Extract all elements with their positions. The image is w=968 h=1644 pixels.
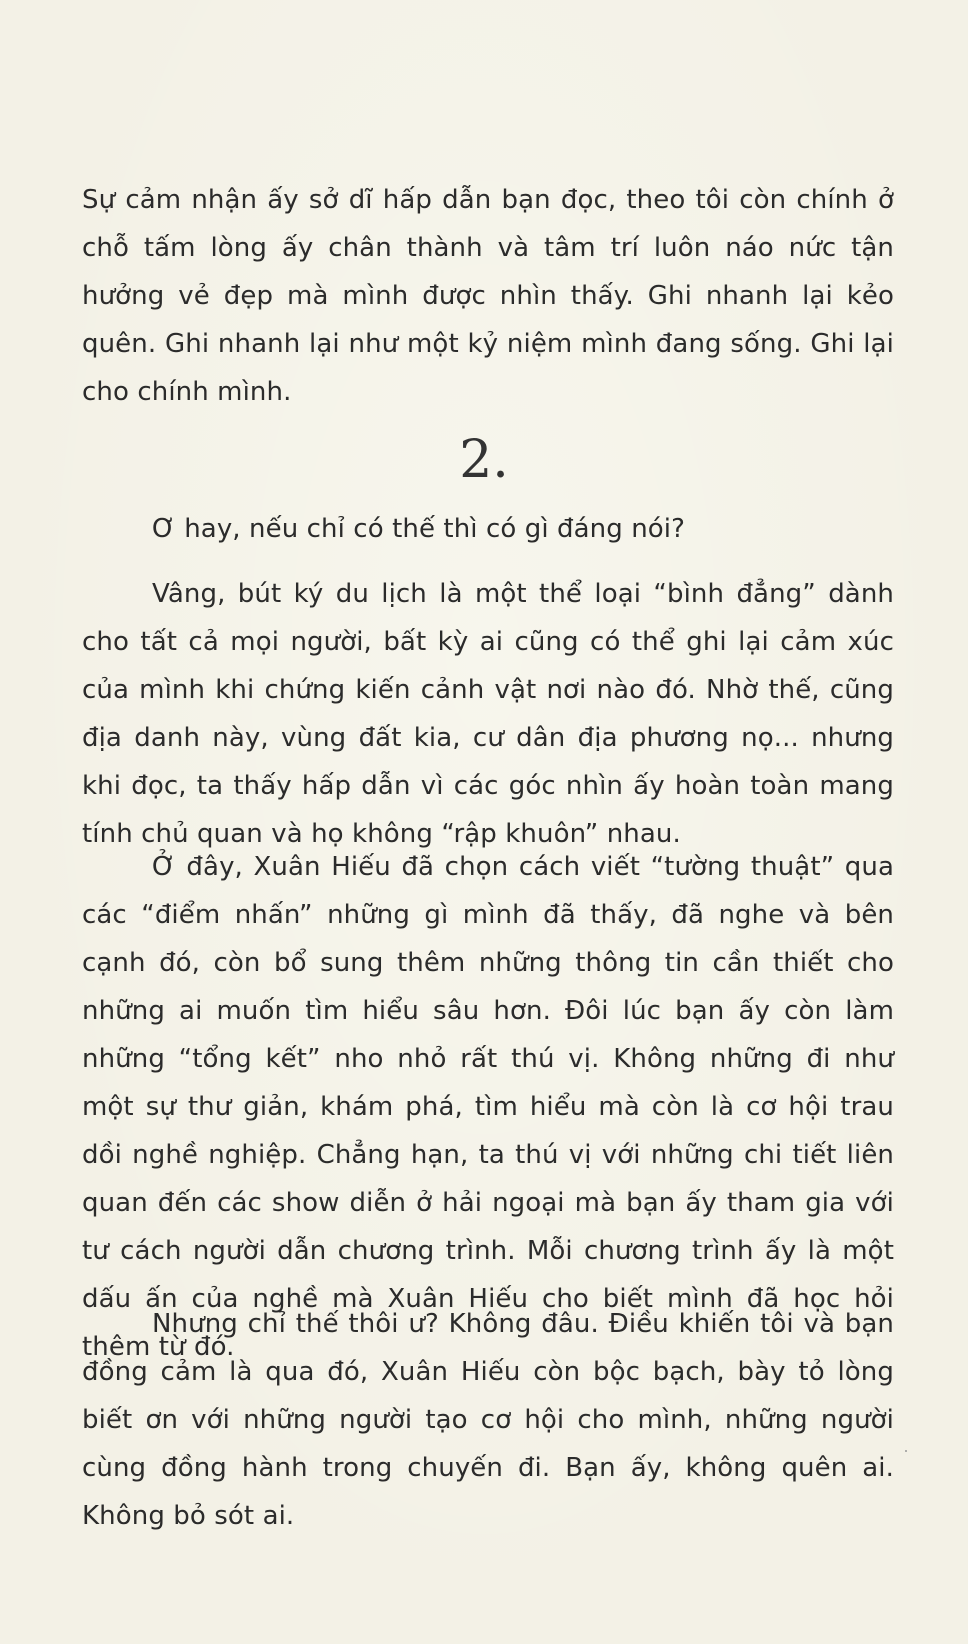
paragraph-intro: Sự cảm nhận ấy sở dĩ hấp dẫn bạn đọc, theo tôi còn chính ở chỗ tấm lòng ấy chân thành và tâm trí luôn náo nức tận hưởng vẻ đẹp mà mình được nhìn thấy. Ghi nhanh lại kẻo quên. Ghi nhanh lại như một kỷ niệm mình đang sống. Ghi lại cho chính mình. (82, 185, 894, 407)
paper-speck (905, 1450, 907, 1452)
paragraph-travel-writing: Vâng, bút ký du lịch là một thể loại “bình đẳng” dành cho tất cả mọi người, bất kỳ ai cũng có thể ghi lại cảm xúc của mình khi chứng kiến cảnh vật nơi nào đó. Nhờ thế, cũng địa danh này, vùng đất kia, cư dân địa phương nọ... nhưng khi đọc, ta thấy hấp dẫn vì các góc nhìn ấy hoàn toàn mang tính chủ quan và họ không “rập khuôn” nhau. (82, 579, 894, 849)
section-number-heading: 2. (459, 430, 509, 490)
paragraph-question: Ơ hay, nếu chỉ có thế thì có gì đáng nói? (152, 514, 686, 544)
paragraph-xuan-hieu: Ở đây, Xuân Hiếu đã chọn cách viết “tường thuật” qua các “điểm nhấn” những gì mình đã thấy, đã nghe và bên cạnh đó, còn bổ sung thêm những thông tin cần thiết cho những ai muốn tìm hiểu sâu hơn. Đôi lúc bạn ấy còn làm những “tổng kết” nho nhỏ rất thú vị. Không những đi như một sự thư giản, khám phá, tìm hiểu mà còn là cơ hội trau dồi nghề nghiệp. Chẳng hạn, ta thú vị với những chi tiết liên quan đến các show diễn ở hải ngoại mà bạn ấy tham gia với tư cách người dẫn chương trình. Mỗi chương trình ấy là một dấu ấn của nghề mà Xuân Hiếu cho biết mình đã học hỏi thêm từ đó. (82, 852, 894, 1362)
paragraph-gratitude: Nhưng chỉ thế thôi ư? Không đâu. Điều khiến tôi và bạn đồng cảm là qua đó, Xuân Hiếu còn bộc bạch, bày tỏ lòng biết ơn với những người tạo cơ hội cho mình, những người cùng đồng hành trong chuyến đi. Bạn ấy, không quên ai. Không bỏ sót ai. (82, 1309, 894, 1531)
